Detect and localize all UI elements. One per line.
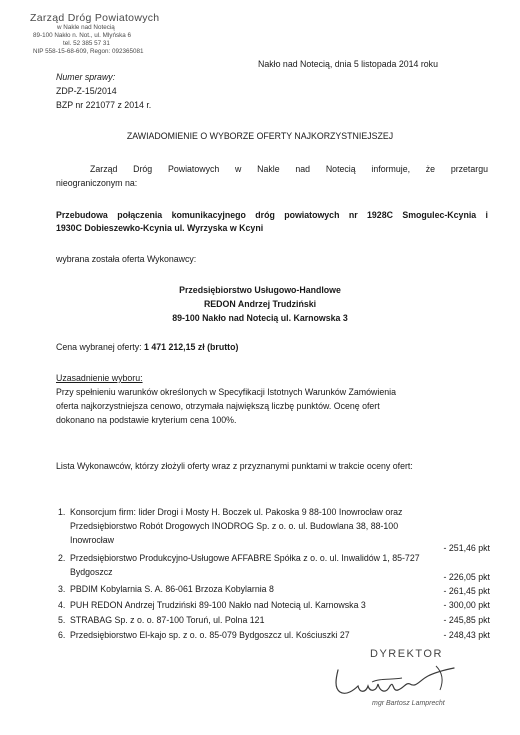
offer-points: - 248,43 pkt	[443, 630, 490, 640]
project-line-2: 1930C Dobieszewko-Kcynia ul. Wyrzyska w Kcyni	[56, 223, 264, 233]
case-number: ZDP-Z-15/2014	[56, 86, 117, 96]
organization-stamp	[30, 12, 159, 56]
contractor-line-2: REDON Andrzej Trudziński	[203, 299, 317, 309]
offer-points: - 245,85 pkt	[443, 615, 490, 625]
justification-line-1: Przy spełnieniu warunków określonych w Specyfikacji Istotnych Warunków Zamówienia	[56, 387, 396, 397]
stamp-nip-regon: NIP 558-15-68-609, Regon: 092365081	[33, 48, 144, 55]
offer-line: PBDIM Kobylarnia S. A. 86-061 Brzoza Kobylarnia 8	[70, 584, 274, 594]
justification-line-2: oferta najkorzystniejsza cenowo, otrzymała największą liczbę punktów. Ocenę ofert	[56, 401, 380, 411]
stamp-address: 89-100 Nakło n. Not., ul. Mlyńska 6	[33, 32, 131, 39]
project-line-1: Przebudowa połączenia komunikacyjnego dróg powiatowych nr 1928C Smogulec-Kcynia i	[56, 210, 488, 220]
signatory-name: mgr Bartosz Lamprecht	[372, 700, 445, 707]
intro-line-2: nieograniczonym na:	[56, 178, 138, 188]
price-label: Cena wybranej oferty:	[56, 342, 142, 352]
offer-line: PUH REDON Andrzej Trudziński 89-100 Nakło nad Notecią ul. Karnowska 3	[70, 600, 366, 610]
offer-number: 1.	[58, 507, 66, 517]
stamp-org-name: Zarząd Dróg Powiatowych	[30, 12, 160, 24]
offer-number: 2.	[58, 553, 66, 563]
offer-number: 4.	[58, 600, 66, 610]
offer-line: Konsorcjum firm: lider Drogi i Mosty H. Boczek ul. Pakoska 9 88-100 Inowrocław oraz	[70, 507, 403, 517]
offer-line: Przedsiębiorstwo Produkcyjno-Usługowe AFFABRE Spółka z o. o. ul. Inwalidów 1, 85-727	[70, 553, 420, 563]
place-date: Nakło nad Notecią, dnia 5 listopada 2014 roku	[258, 59, 438, 69]
bzp-number: BZP nr 221077 z 2014 r.	[56, 100, 152, 110]
price-value: 1 471 212,15 zł (brutto)	[144, 342, 239, 352]
offer-points: - 251,46 pkt	[443, 543, 490, 553]
case-number-label: Numer sprawy:	[56, 72, 116, 82]
signature-title: DYREKTOR	[370, 648, 443, 660]
intro-line-1: Zarząd Dróg Powiatowych w Nakle nad Notecią informuje, że przetargu	[90, 164, 488, 174]
handwritten-signature	[332, 662, 462, 702]
offer-line: Przedsiębiorstwo Robót Drogowych INODROG Sp. z o. o. ul. Budowlana 38, 88-100	[70, 521, 399, 531]
offer-number: 6.	[58, 630, 66, 640]
contractor-line-3: 89-100 Nakło nad Notecią ul. Karnowska 3	[172, 313, 348, 323]
stamp-phone: tel. 52 385 57 31	[63, 40, 110, 47]
offer-line: Bydgoszcz	[70, 567, 113, 577]
offer-number: 3.	[58, 584, 66, 594]
offer-number: 5.	[58, 615, 66, 625]
stamp-location: w Nakle nad Notecią	[57, 24, 115, 31]
justification-heading: Uzasadnienie wyboru:	[56, 373, 143, 383]
selected-offer-text: wybrana została oferta Wykonawcy:	[56, 254, 197, 264]
justification-line-3: dokonano na podstawie kryterium cena 100%.	[56, 415, 237, 425]
offer-line: Inowrocław	[70, 535, 115, 545]
offer-points: - 261,45 pkt	[443, 586, 490, 596]
offer-points: - 226,05 pkt	[443, 572, 490, 582]
offer-line: STRABAG Sp. z o. o. 87-100 Toruń, ul. Polna 121	[70, 615, 265, 625]
offer-points: - 300,00 pkt	[443, 600, 490, 610]
contractor-line-1: Przedsiębiorstwo Usługowo-Handlowe	[179, 285, 341, 295]
offer-line: Przedsiębiorstwo El-kajo sp. z o. o. 85-079 Bydgoszcz ul. Kościuszki 27	[70, 630, 350, 640]
document-title: ZAWIADOMIENIE O WYBORZE OFERTY NAJKORZYSTNIEJSZEJ	[126, 131, 394, 141]
price-row	[56, 342, 238, 352]
bidders-list-intro: Lista Wykonawców, którzy złożyli oferty wraz z przyznanymi punktami w trakcie oceny ofert:	[56, 461, 413, 471]
